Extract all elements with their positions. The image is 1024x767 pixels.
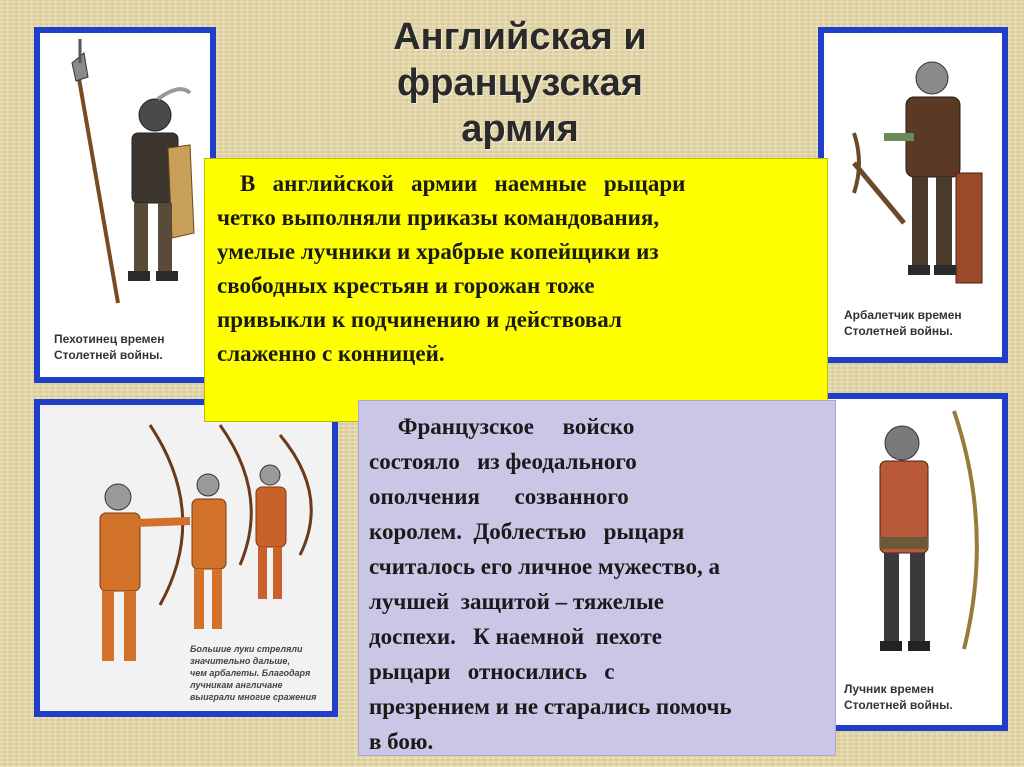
- panel-foot-soldier: [34, 27, 216, 383]
- crossbowman-caption-line-2: Столетней войны.: [844, 324, 953, 338]
- french-text-line: презрением и не старались помочь: [369, 694, 732, 719]
- archers-caption-line-4: лучникам англичане: [190, 680, 283, 690]
- english-text-line: В английской армии наемные рыцари: [217, 171, 686, 196]
- french-text-line: ополчения созванного: [369, 484, 629, 509]
- panel-crossbowman: [818, 27, 1008, 363]
- english-text-line: привыкли к подчинению и действовал: [217, 307, 622, 332]
- crossbowman-caption-line-1: Арбалетчик времен: [844, 308, 962, 322]
- french-text-line: в бою.: [369, 729, 434, 754]
- archer-caption-line-1: Лучник времен: [844, 682, 935, 696]
- english-text-line: четко выполняли приказы командования,: [217, 205, 660, 230]
- slide-title: [330, 14, 710, 152]
- archers-caption-line-5: выиграли многие сражения: [190, 692, 317, 702]
- french-text-line: королем. Доблестью рыцаря: [369, 519, 685, 544]
- panel-archer: [818, 393, 1008, 731]
- archers-caption-line-1: Большие луки стреляли: [190, 644, 303, 654]
- foot-soldier-caption: [54, 331, 164, 363]
- archers-caption: [190, 643, 316, 703]
- english-text-line: свободных крестьян и горожан тоже: [217, 273, 595, 298]
- french-text-line: лучшей защитой – тяжелые: [369, 589, 665, 614]
- english-text-line: слаженно с конницей.: [217, 341, 445, 366]
- foot-soldier-caption-line-1: Пехотинец времен: [54, 332, 165, 346]
- archers-caption-line-3: чем арбалеты. Благодаря: [190, 668, 311, 678]
- archer-illustration: [824, 399, 1002, 725]
- french-army-text: [358, 400, 836, 756]
- french-text-line: Французское войско: [369, 414, 635, 439]
- english-army-text: [204, 158, 828, 422]
- archers-caption-line-2: значительно дальше,: [190, 656, 290, 666]
- english-text-line: умелые лучники и храбрые копейщики из: [217, 239, 659, 264]
- archer-caption: [844, 681, 953, 713]
- french-text-line: состояло из феодального: [369, 449, 637, 474]
- title-line-3: армия: [461, 108, 579, 150]
- french-text-line: считалось его личное мужество, а: [369, 554, 720, 579]
- crossbowman-caption: [844, 307, 962, 339]
- archer-caption-line-2: Столетней войны.: [844, 698, 953, 712]
- title-line-2: французская: [397, 62, 643, 104]
- french-text-line: доспехи. К наемной пехоте: [369, 624, 662, 649]
- foot-soldier-illustration: [40, 33, 210, 377]
- foot-soldier-caption-line-2: Столетней войны.: [54, 348, 163, 362]
- panel-archers: [34, 399, 338, 717]
- french-text-line: рыцари относились с: [369, 659, 615, 684]
- title-line-1: Английская и: [393, 16, 647, 58]
